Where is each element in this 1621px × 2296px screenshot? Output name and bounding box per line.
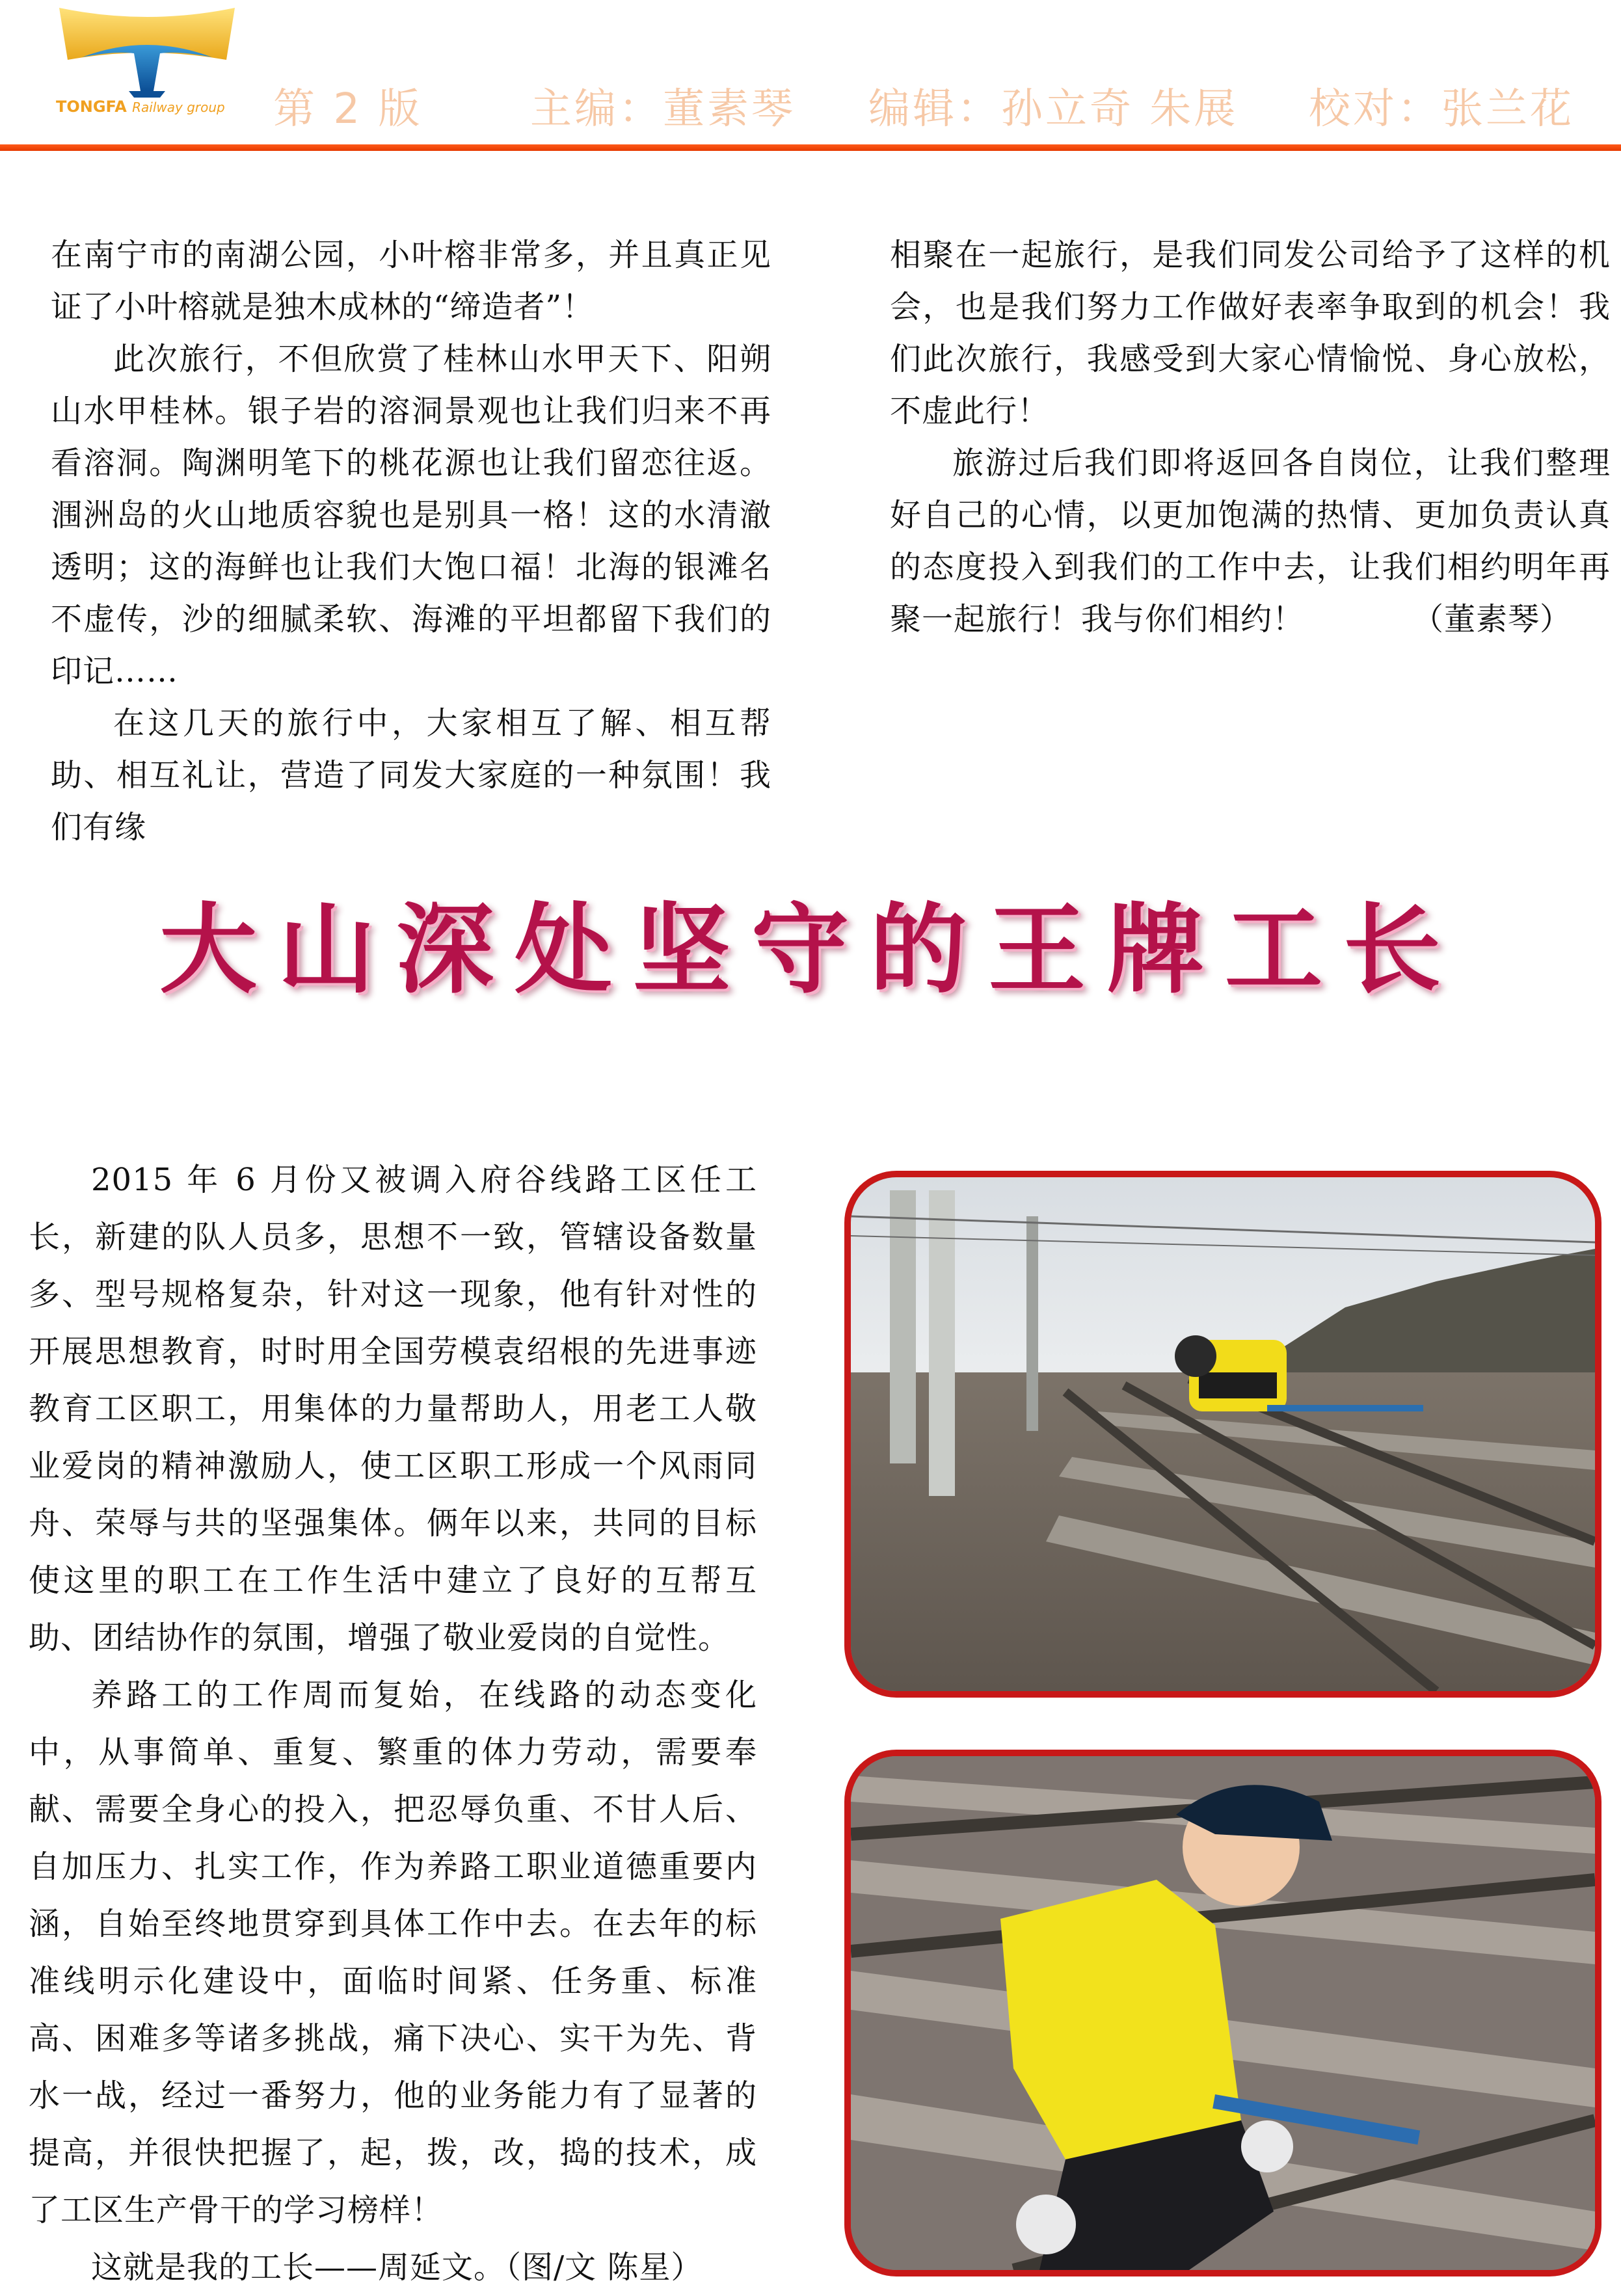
railway-worker-photo-icon <box>851 1177 1595 1691</box>
paragraph: 此次旅行，不但欣赏了桂林山水甲天下、阳朔山水甲桂林。银子岩的溶洞景观也让我们归来不再看溶洞。陶渊明笔下的桃花源也让我们留恋往返。涠洲岛的火山地质容貌也是别具一格！这的水清澈透明；这的海鲜也让我们大饱口福！北海的银滩名不虚传，沙的细腻柔软、海滩的平坦都留下我们的印记…… <box>51 341 771 689</box>
track-inspection-photo-1 <box>844 1171 1601 1698</box>
chief-editor-label: 主编：董素琴 <box>530 85 796 133</box>
feature-headline: 大山深处坚守的王牌工长 <box>159 892 1462 1007</box>
editors-label: 编辑：孙立奇 朱展 <box>868 85 1239 133</box>
paragraph: 养路工的工作周而复始，在线路的动态变化中，从事简单、重复、繁重的体力劳动，需要奉献、需要全身心的投入，把忍辱负重、不甘人后、自加压力、扎实工作，作为养路工职业道德重要内涵，自始至终地贯穿到具体工作中去。在去年的标准线明示化建设中，面临时间紧、任务重、标准高、困难多等诸多挑战，痛下决心、实干为先、背水一战，经过一番努力，他的业务能力有了显著的提高，并很快把握了，起，拨，改，捣的技术，成了工区生产骨干的学习榜样！ <box>29 1677 757 2228</box>
edition-label: 第 2 版 <box>273 85 423 133</box>
paragraph: 这就是我的工长——周延文。（图/文 陈星） <box>91 2249 703 2286</box>
feature-article-body <box>29 1151 757 2296</box>
author-signature: （董素琴） <box>1412 601 1572 637</box>
travel-article-right-column <box>890 229 1611 645</box>
travel-article-left-column <box>51 229 771 853</box>
paragraph: 旅游过后我们即将返回各自岗位，让我们整理好自己的心情，以更加饱满的热情、更加负责认真的态度投入到我们的工作中去，让我们相约明年再聚一起旅行！我与你们相约！ （董素琴） <box>890 437 1611 645</box>
paragraph: 2015 年 6 月份又被调入府谷线路工区任工长，新建的队人员多，思想不一致，管辖设备数量多、型号规格复杂，针对这一现象，他有针对性的开展思想教育，时时用全国劳模袁绍根的先进事迹教育工区职工，用集体的力量帮助人，用老工人敬业爱岗的精神激励人，使工区职工形成一个风雨同舟、荣辱与共的坚强集体。俩年以来，共同的目标使这里的职工在工作生活中建立了良好的互帮互助、团结协作的氛围，增强了敬业爱岗的自觉性。 <box>29 1162 757 1656</box>
proofreader-label: 校对：张兰花 <box>1309 85 1574 133</box>
paragraph: 在这几天的旅行中，大家相互了解、相互帮助、相互礼让，营造了同发大家庭的一种氛围！我们有缘 <box>51 705 771 846</box>
paragraph: 相聚在一起旅行，是我们同发公司给予了这样的机会，也是我们努力工作做好表率争取到的机会！我们此次旅行，我感受到大家心情愉悦、身心放松，不虚此行！ <box>890 237 1611 429</box>
track-inspection-photo-2 <box>844 1750 1601 2276</box>
masthead <box>0 0 1621 156</box>
masthead-divider <box>0 144 1621 151</box>
railway-worker-closeup-photo-icon <box>851 1756 1595 2270</box>
logo-wordmark: TONGFA Railway group <box>56 98 225 116</box>
paragraph: 在南宁市的南湖公园，小叶榕非常多，并且真正见证了小叶榕就是独木成林的“缔造者”！ <box>51 237 771 325</box>
